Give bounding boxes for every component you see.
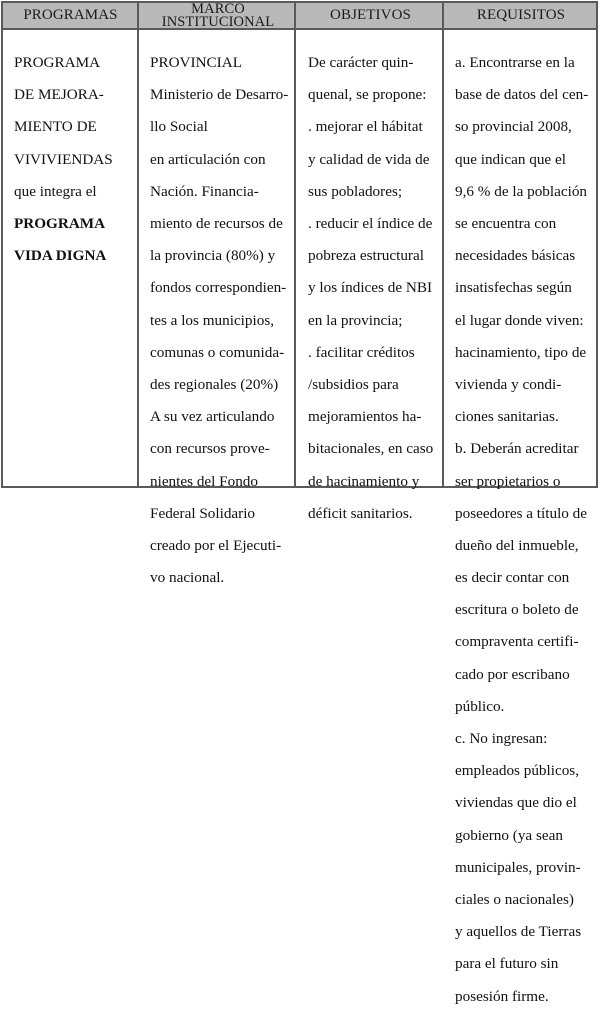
requisitos-line: b. Deberán acreditar	[455, 440, 579, 458]
requisitos-line: posesión firme.	[455, 987, 549, 1005]
marco-line: Ministerio de Desarro-	[150, 86, 289, 104]
requisitos-line: cado por escribano	[455, 665, 570, 683]
marco-line: PROVINCIAL	[150, 54, 242, 72]
marco-line: en articulación con	[150, 150, 266, 168]
requisitos-line: que indican que el	[455, 150, 566, 168]
header-marco-line2: INSTITUCIONAL	[161, 13, 275, 30]
programas-line: MIENTO DE	[14, 118, 97, 136]
marco-line: llo Social	[150, 118, 208, 136]
marco-line: vo nacional.	[150, 569, 225, 587]
header-marco-institucional	[140, 3, 296, 28]
programas-line: DE MEJORA-	[14, 86, 104, 104]
objetivos-line: /subsidios para	[308, 375, 399, 393]
marco-line: A su vez articulando	[150, 408, 275, 426]
marco-line: miento de recursos de	[150, 215, 283, 233]
requisitos-line: empleados públicos,	[455, 762, 580, 780]
objetivos-line: . facilitar créditos	[308, 343, 415, 361]
header-objetivos-label: OBJETIVOS	[330, 7, 411, 23]
header-programas-label: PROGRAMAS	[23, 7, 118, 23]
requisitos-line: ciales o nacionales)	[455, 890, 574, 908]
requisitos-line: compraventa certifi-	[455, 633, 579, 651]
objetivos-line: . mejorar el hábitat	[308, 118, 423, 136]
requisitos-line: base de datos del cen-	[455, 86, 589, 104]
marco-line: con recursos prove-	[150, 440, 270, 458]
marco-line: creado por el Ejecuti-	[150, 536, 282, 554]
requisitos-line: 9,6 % de la población	[455, 182, 588, 200]
marco-line: tes a los municipios,	[150, 311, 275, 329]
objetivos-line: pobreza estructural	[308, 247, 424, 265]
requisitos-line: poseedores a título de	[455, 504, 588, 522]
requisitos-line: municipales, provin-	[455, 858, 581, 876]
requisitos-line: y aquellos de Tierras	[455, 923, 582, 941]
programas-line: PROGRAMA	[14, 54, 101, 72]
requisitos-line: público.	[455, 697, 505, 715]
marco-line: nientes del Fondo	[150, 472, 258, 490]
marco-line: Federal Solidario	[150, 504, 256, 522]
header-marco-line1: MARCO	[191, 1, 245, 17]
requisitos-line: a. Encontrarse en la	[455, 54, 575, 72]
programas-line: que integra el	[14, 182, 97, 200]
marco-line: comunas o comunida-	[150, 343, 285, 361]
objetivos-line: y calidad de vida de	[308, 150, 430, 168]
objetivos-line: sus pobladores;	[308, 182, 403, 200]
objetivos-line: . reducir el índice de	[308, 215, 433, 233]
table-header-row	[3, 3, 596, 30]
requisitos-line: el lugar donde viven:	[455, 311, 584, 329]
header-objetivos	[297, 3, 444, 28]
cell-marco-institucional	[150, 30, 294, 587]
requisitos-line: para el futuro sin	[455, 955, 559, 973]
objetivos-line: quenal, se propone:	[308, 86, 427, 104]
requisitos-line: hacinamiento, tipo de	[455, 343, 587, 361]
marco-line: des regionales (20%)	[150, 375, 279, 393]
header-requisitos-label: REQUISITOS	[476, 7, 566, 23]
marco-line: la provincia (80%) y	[150, 247, 276, 265]
column-divider-1	[137, 3, 139, 486]
requisitos-line: c. No ingresan:	[455, 730, 548, 748]
header-programas	[3, 3, 138, 28]
requisitos-line: dueño del inmueble,	[455, 536, 579, 554]
cell-requisitos	[455, 30, 597, 1005]
objetivos-line: en la provincia;	[308, 311, 403, 329]
requisitos-line: es decir contar con	[455, 569, 570, 587]
header-requisitos	[446, 3, 596, 28]
marco-line: Nación. Financia-	[150, 182, 259, 200]
column-divider-2	[294, 3, 296, 486]
cell-programas	[14, 30, 136, 486]
programas-bold-line: VIDA DIGNA	[14, 247, 107, 265]
requisitos-line: insatisfechas según	[455, 279, 572, 297]
programs-table	[1, 1, 598, 1005]
requisitos-line: escritura o boleto de	[455, 601, 579, 619]
requisitos-line: ser propietarios o	[455, 472, 561, 490]
requisitos-line: gobierno (ya sean	[455, 826, 563, 844]
requisitos-line: viviendas que dio el	[455, 794, 577, 812]
requisitos-line: so provincial 2008,	[455, 118, 572, 136]
objetivos-line: y los índices de NBI	[308, 279, 433, 297]
objetivos-line: mejoramientos ha-	[308, 408, 422, 426]
cell-objetivos	[308, 30, 444, 522]
requisitos-line: necesidades básicas	[455, 247, 576, 265]
requisitos-line: se encuentra con	[455, 215, 557, 233]
programas-line: VIVIVIENDAS	[14, 150, 113, 168]
requisitos-line: ciones sanitarias.	[455, 408, 559, 426]
objetivos-line: De carácter quin-	[308, 54, 414, 72]
requisitos-line: vivienda y condi-	[455, 375, 562, 393]
marco-line: fondos correspondien-	[150, 279, 287, 297]
objetivos-line: bitacionales, en caso	[308, 440, 434, 458]
objetivos-line: de hacinamiento y	[308, 472, 420, 490]
objetivos-line: déficit sanitarios.	[308, 504, 413, 522]
programas-bold-line: PROGRAMA	[14, 215, 106, 233]
